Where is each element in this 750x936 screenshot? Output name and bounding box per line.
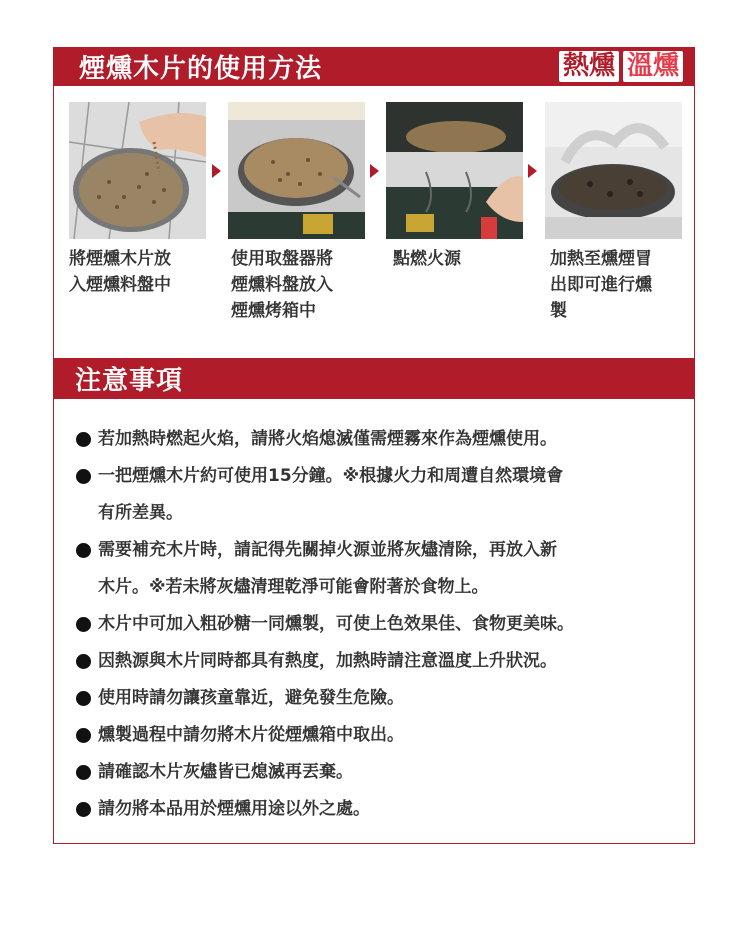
hot-smoke-tag: 熱燻	[559, 51, 619, 82]
step-arrow-3	[528, 164, 537, 178]
notes-header	[53, 358, 695, 399]
bullet-icon	[76, 765, 91, 780]
step-1-caption: 將煙燻木片放 入煙燻料盤中	[69, 249, 171, 295]
bullet-icon	[76, 543, 91, 558]
usage-title: 煙燻木片的使用方法	[79, 54, 323, 84]
note-item: 因熱源與木片同時都具有熱度，加熱時請注意溫度上升狀況。	[76, 643, 686, 680]
step-2-caption: 使用取盤器將 煙燻料盤放入 煙燻烤箱中	[231, 249, 333, 321]
note-item: 請勿將本品用於煙燻用途以外之處。	[76, 791, 686, 828]
step-2-photo	[228, 102, 365, 239]
step-4-photo	[545, 102, 682, 239]
step-arrow-2	[370, 164, 379, 178]
note-item: 需要補充木片時，請記得先關掉火源並將灰燼清除，再放入新 木片。※若未將灰燼清理乾淨可能會附著於食物上。	[76, 532, 686, 606]
notes-title: 注意事項	[75, 366, 184, 396]
bullet-icon	[76, 469, 91, 484]
note-item: 使用時請勿讓孩童靠近，避免發生危險。	[76, 680, 686, 717]
bullet-icon	[76, 802, 91, 817]
bullet-icon	[76, 617, 91, 632]
note-item: 一把煙燻木片約可使用15分鐘。※根據火力和周遭自然環境會 有所差異。	[76, 458, 686, 532]
smoke-type-tags	[559, 51, 683, 82]
note-item: 燻製過程中請勿將木片從煙燻箱中取出。	[76, 717, 686, 754]
step-3-caption: 點燃火源	[393, 249, 461, 269]
step-3-photo	[386, 102, 523, 239]
notes-list	[76, 421, 686, 828]
bullet-icon	[76, 728, 91, 743]
step-arrow-1	[212, 164, 221, 178]
note-item: 請確認木片灰燼皆已熄滅再丟棄。	[76, 754, 686, 791]
warm-smoke-tag: 溫燻	[623, 51, 683, 82]
step-1-photo	[69, 102, 206, 239]
note-item: 若加熱時燃起火焰，請將火焰熄滅僅需煙霧來作為煙燻使用。	[76, 421, 686, 458]
bullet-icon	[76, 691, 91, 706]
bullet-icon	[76, 654, 91, 669]
step-4-caption: 加熱至燻煙冒 出即可進行燻 製	[550, 249, 652, 321]
note-item: 木片中可加入粗砂糖一同燻製，可使上色效果佳、食物更美味。	[76, 606, 686, 643]
bullet-icon	[76, 432, 91, 447]
usage-header	[53, 47, 695, 86]
